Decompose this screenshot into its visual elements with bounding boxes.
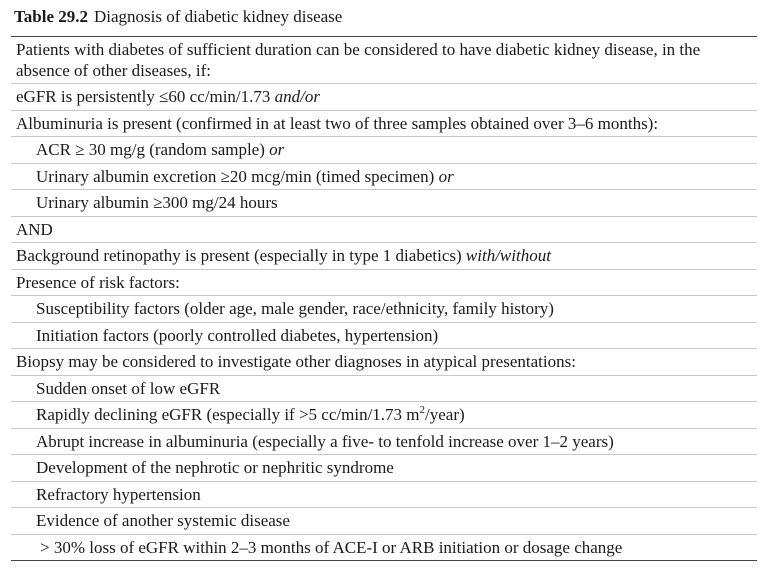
row-text: Refractory hypertension [36,484,201,504]
row-text: Urinary albumin ≥300 mg/24 hours [36,193,278,213]
table-row [11,296,757,323]
row-cell [11,296,757,323]
row-cell [11,534,757,561]
row-text: Biopsy may be considered to investigate other diagnoses in atypical presentations: [16,352,576,372]
table-row [11,163,757,190]
row-text: AND [16,219,53,239]
table-row [11,243,757,270]
row-emphasis: and/or [274,87,320,107]
table-row [11,455,757,482]
row-cell [11,37,757,84]
row-cell [11,84,757,111]
row-cell [11,481,757,508]
row-cell [11,137,757,164]
table-row [11,481,757,508]
row-cell [11,216,757,243]
row-text: Albuminuria is present (confirmed in at least two of three samples obtained over 3–6 months): [16,113,659,133]
row-text: Sudden onset of low eGFR [36,378,221,398]
table-row [11,84,757,111]
diagnosis-table [11,36,757,561]
table-row [11,37,757,84]
row-emphasis: with/without [465,246,551,266]
table-row [11,428,757,455]
table-row [11,137,757,164]
table-row [11,508,757,535]
row-text-after: /year) [425,405,465,425]
row-text: Presence of risk factors: [16,272,180,292]
table-title: Diagnosis of diabetic kidney disease [94,7,343,26]
row-cell [11,110,757,137]
table-row [11,269,757,296]
row-emphasis: or [438,166,454,186]
row-text: Urinary albumin excretion ≥20 mcg/min (timed specimen) [36,166,439,186]
row-cell [11,243,757,270]
row-text: > 30% loss of eGFR within 2–3 months of ACE-I or ARB initiation or dosage change [40,537,623,557]
row-text: eGFR is persistently ≤60 cc/min/1.73 [16,87,275,107]
row-cell [11,322,757,349]
row-text: Development of the nephrotic or nephritic syndrome [36,458,394,478]
row-text: ACR ≥ 30 mg/g (random sample) [36,140,270,160]
row-cell [11,163,757,190]
table-row [11,402,757,429]
table-row [11,322,757,349]
row-cell [11,428,757,455]
row-cell [11,375,757,402]
table-row [11,110,757,137]
table-caption [14,6,342,28]
row-cell [11,269,757,296]
row-cell [11,455,757,482]
row-text: Susceptibility factors (older age, male gender, race/ethnicity, family history) [36,299,554,319]
table-number: Table 29.2 [14,7,89,26]
row-text: Rapidly declining eGFR (especially if >5 cc/min/1.73 m [36,405,420,425]
table-row [11,216,757,243]
row-emphasis: or [269,140,285,160]
table-row [11,190,757,217]
row-text: Evidence of another systemic disease [36,511,290,531]
row-cell [11,508,757,535]
table-row [11,349,757,376]
row-text: Abrupt increase in albuminuria (especially a five- to tenfold increase over 1–2 years) [36,431,614,451]
table-row [11,375,757,402]
row-text: Patients with diabetes of sufficient duration can be considered to have diabetic kidney disease, in the absence of other diseases, if: [16,40,701,80]
row-text: Background retinopathy is present (especially in type 1 diabetics) [16,246,466,266]
row-text: Initiation factors (poorly controlled diabetes, hypertension) [36,325,439,345]
row-cell [11,402,757,429]
row-cell [11,190,757,217]
table-row [11,534,757,561]
row-superscript: 2 [419,403,426,416]
row-cell [11,349,757,376]
